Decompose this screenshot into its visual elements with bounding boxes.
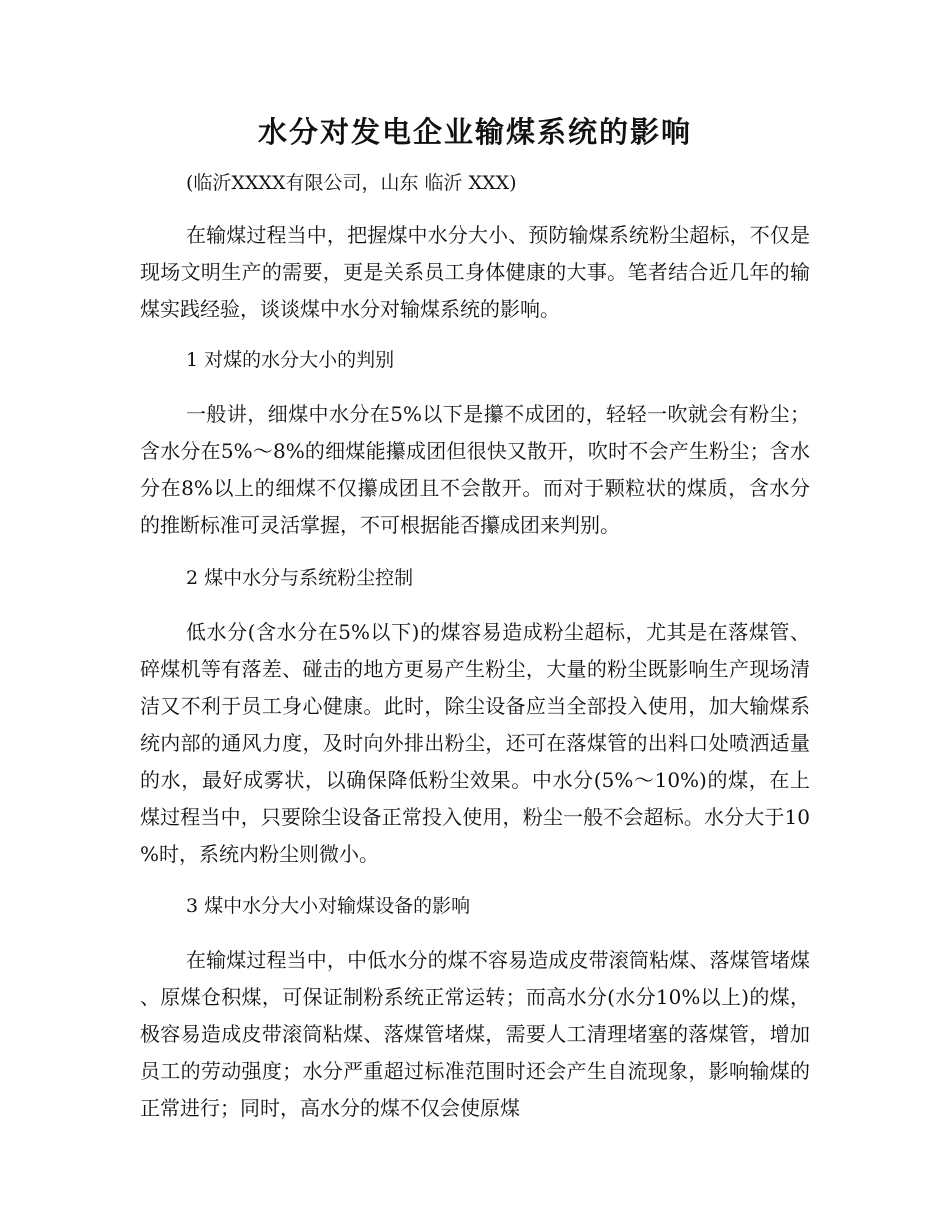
section-3-paragraph: 在输煤过程当中，中低水分的煤不容易造成皮带滚筒粘煤、落煤管堵煤、原煤仓积煤，可保证制粉系统正常运转；而高水分(水分10%以上)的煤，极容易造成皮带滚筒粘煤、落煤管堵煤，需要人工清理堵塞的落煤管，增加员工的劳动强度；水分严重超过标准范围时还会产生自流现象，影响输煤的正常进行；同时，高水分的煤不仅会使原煤 bbox=[140, 948, 810, 1120]
section-1-paragraph: 一般讲，细煤中水分在5%以下是攥不成团的，轻轻一吹就会有粉尘；含水分在5%～8%的细煤能攥成团但很快又散开，吹时不会产生粉尘；含水分在8%以上的细煤不仅攥成团且不会散开。而对于颗粒状的煤质，含水分的推断标准可灵活掌握，不可根据能否攥成团来判别。 bbox=[140, 402, 810, 537]
intro-paragraph: 在输煤过程当中，把握煤中水分大小、预防输煤系统粉尘超标，不仅是现场文明生产的需要，更是关系员工身体健康的大事。笔者结合近几年的输煤实践经验，谈谈煤中水分对输煤系统的影响。 bbox=[140, 223, 810, 321]
author-affiliation: (临沂XXXX有限公司，山东 临沂 XXX) bbox=[186, 172, 517, 194]
document-title: 水分对发电企业输煤系统的影响 bbox=[257, 115, 692, 149]
section-3-heading: 3 煤中水分大小对输煤设备的影响 bbox=[186, 895, 471, 917]
section-1-heading: 1 对煤的水分大小的判别 bbox=[186, 349, 395, 371]
section-2-heading: 2 煤中水分与系统粉尘控制 bbox=[186, 567, 414, 589]
section-2-paragraph: 低水分(含水分在5%以下)的煤容易造成粉尘超标，尤其是在落煤管、碎煤机等有落差、碰击的地方更易产生粉尘，大量的粉尘既影响生产现场清洁又不利于员工身心健康。此时，除尘设备应当全部投入使用，加大输煤系统内部的通风力度，及时向外排出粉尘，还可在落煤管的出料口处喷洒适量的水，最好成雾状，以确保降低粉尘效果。中水分(5%～10%)的煤，在上煤过程当中，只要除尘设备正常投入使用，粉尘一般不会超标。水分大于10%时，系统内粉尘则微小。 bbox=[140, 620, 810, 866]
